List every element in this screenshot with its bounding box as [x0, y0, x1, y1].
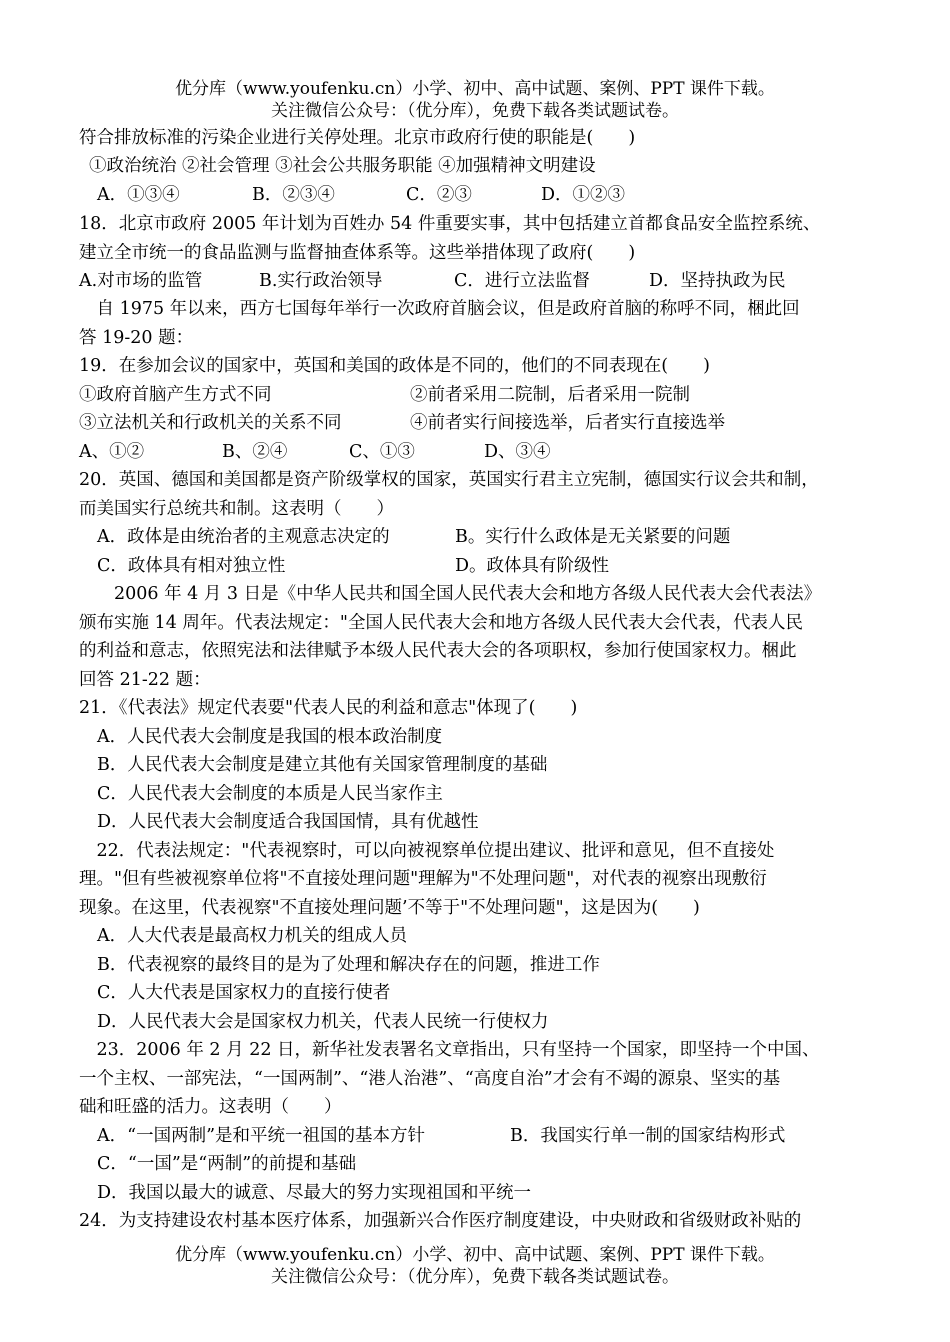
q19-stem: 19．在参加会议的国家中，英国和美国的政体是不同的，他们的不同表现在( ) [79, 356, 710, 376]
footer-line-2: 关注微信公众号：（优分库），免费下载各类试题试卷。 [271, 1267, 679, 1287]
q17-option-c: C．②③ [406, 185, 472, 205]
q17-stem-continuation: 符合排放标准的污染企业进行关停处理。北京市政府行使的职能是( ) [79, 128, 636, 148]
q17-items: ①政治统治 ②社会管理 ③社会公共服务职能 ④加强精神文明建设 [89, 156, 596, 176]
q18-option-d: D．坚持执政为民 [649, 271, 786, 291]
q22-option-c: C．人大代表是国家权力的直接行使者 [97, 983, 391, 1003]
q21-option-b: B．人民代表大会制度是建立其他有关国家管理制度的基础 [97, 755, 548, 775]
q18-option-a: A.对市场的监管 [79, 271, 203, 291]
q18-option-c: C．进行立法监督 [454, 271, 590, 291]
q20-stem-line-1: 20．英国、德国和美国都是资产阶级掌权的国家，英国实行君主立宪制，德国实行议会共和制， [79, 470, 819, 490]
q22-stem-line-3: 现象。在这里，代表视察"不直接处理问题’不等于"不处理问题"，这是因为( ) [79, 898, 700, 918]
q23-option-d: D．我国以最大的诚意、尽最大的努力实现祖国和平统一 [97, 1183, 532, 1203]
q19-option-d: D、③④ [484, 442, 551, 462]
q23-option-b: B．我国实行单一制的国家结构形式 [510, 1126, 786, 1146]
q19-option-b: B、②④ [222, 442, 288, 462]
q23-option-a: A．“一国两制”是和平统一祖国的基本方针 [97, 1126, 426, 1146]
q22-stem-line-2: 理。"但有些被视察单位将"不直接处理问题"理解为"不处理问题"，对代表的视察出现敷衍 [79, 869, 767, 889]
q23-stem-line-3: 础和旺盛的活力。这表明（ ） [79, 1097, 342, 1117]
header-line-2: 关注微信公众号：（优分库），免费下载各类试题试卷。 [271, 101, 679, 121]
intro-19-20-line-1: 自 1975 年以来，西方七国每年举行一次政府首脑会议，但是政府首脑的称呼不同，梱此回 [79, 299, 800, 319]
q17-option-d: D．①②③ [541, 185, 626, 205]
intro-21-22-line-2: 颁布实施 14 周年。代表法规定："全国人民代表大会和地方各级人民代表大会代表，代表人民 [79, 613, 803, 633]
q23-option-c: C．“一国”是“两制”的前提和基础 [97, 1154, 357, 1174]
q22-option-a: A．人大代表是最高权力机关的组成人员 [97, 926, 408, 946]
intro-19-20-line-2: 答 19-20 题： [79, 328, 194, 348]
q19-item-4: ④前者实行间接选举，后者实行直接选举 [410, 413, 725, 433]
q21-stem: 21．《代表法》规定代表要"代表人民的利益和意志"体现了( ) [79, 698, 578, 718]
q20-option-b: B。实行什么政体是无关紧要的问题 [455, 527, 731, 547]
intro-21-22-line-4: 回答 21-22 题： [79, 670, 211, 690]
q23-stem-line-1: 23．2006 年 2 月 22 日，新华社发表署名文章指出，只有坚持一个国家，即坚持一个中国、 [79, 1040, 820, 1060]
q24-stem-line-1: 24．为支持建设农村基本医疗体系，加强新兴合作医疗制度建设，中央财政和省级财政补贴的 [79, 1211, 802, 1231]
header-line-1: 优分库（www.youfenku.cn）小学、初中、高中试题、案例、PPT 课件下载。 [175, 79, 775, 99]
q20-option-c: C．政体具有相对独立性 [97, 556, 286, 576]
footer-line-1: 优分库（www.youfenku.cn）小学、初中、高中试题、案例、PPT 课件下载。 [175, 1245, 775, 1265]
q17-option-a: A．①③④ [97, 185, 180, 205]
q19-item-2: ②前者采用二院制，后者采用一院制 [410, 385, 690, 405]
q20-option-a: A．政体是由统治者的主观意志决定的 [97, 527, 390, 547]
q18-stem-line-1: 18．北京市政府 2005 年计划为百姓办 54 件重要实事，其中包括建立首都食品安全监控系统、 [79, 214, 821, 234]
intro-21-22-line-1: 2006 年 4 月 3 日是《中华人民共和国全国人民代表大会和地方各级人民代表大会代表法》 [79, 584, 822, 604]
q23-stem-line-2: 一个主权、一部宪法，“一国两制”、“港人治港”、“高度自治”才会有不竭的源泉、坚实的基 [79, 1069, 781, 1089]
q19-option-a: A、①② [79, 442, 145, 462]
q18-option-b: B.实行政治领导 [259, 271, 383, 291]
q19-option-c: C、①③ [349, 442, 415, 462]
q19-item-3: ③立法机关和行政机关的关系不同 [79, 413, 342, 433]
q18-stem-line-2: 建立全市统一的食品监测与监督抽查体系等。这些举措体现了政府( ) [79, 243, 636, 263]
q22-option-d: D．人民代表大会是国家权力机关，代表人民统一行使权力 [97, 1012, 549, 1032]
q20-option-d: D。政体具有阶级性 [455, 556, 610, 576]
intro-21-22-line-3: 的利益和意志，依照宪法和法律赋予本级人民代表大会的各项职权，参加行使国家权力。梱此 [79, 641, 797, 661]
q17-option-b: B．②③④ [252, 185, 335, 205]
q22-option-b: B．代表视察的最终目的是为了处理和解决存在的问题，推进工作 [97, 955, 600, 975]
q21-option-c: C．人民代表大会制度的本质是人民当家作主 [97, 784, 443, 804]
q21-option-d: D．人民代表大会制度适合我国国情，具有优越性 [97, 812, 479, 832]
q22-stem-line-1: 22．代表法规定："代表视察时，可以向被视察单位提出建议、批评和意见，但不直接处 [79, 841, 775, 861]
q19-item-1: ①政府首脑产生方式不同 [79, 385, 272, 405]
q20-stem-line-2: 而美国实行总统共和制。这表明（ ） [79, 499, 394, 519]
q21-option-a: A．人民代表大会制度是我国的根本政治制度 [97, 727, 443, 747]
